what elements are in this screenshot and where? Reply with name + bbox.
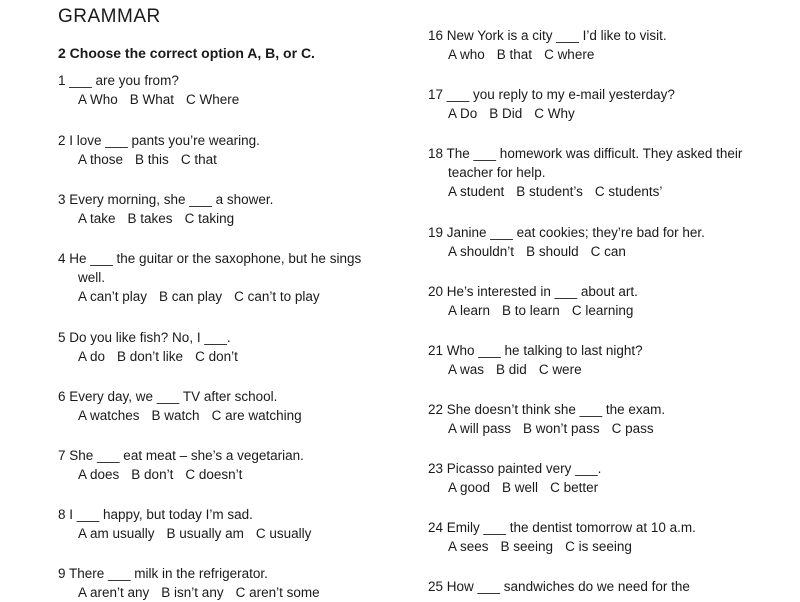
answer-options <box>58 90 388 109</box>
question-stem: 25 How ___ sandwiches do we need for the <box>428 579 690 594</box>
question-stem: 4 He ___ the guitar or the saxophone, but he sings well. <box>58 251 365 285</box>
option-b[interactable]: B isn’t any <box>161 585 224 600</box>
answer-options <box>428 242 758 261</box>
option-c[interactable]: C are watching <box>211 408 302 423</box>
question-2 <box>58 131 388 169</box>
question-stem: 22 She doesn’t think she ___ the exam. <box>428 402 666 417</box>
question-stem: 5 Do you like fish? No, I ___. <box>58 330 231 345</box>
question-9 <box>58 564 388 602</box>
question-stem: 23 Picasso painted very ___. <box>428 461 602 476</box>
option-a[interactable]: A sees <box>448 539 489 554</box>
option-a[interactable]: A student <box>448 184 505 199</box>
question-stem: 7 She ___ eat meat – she’s a vegetarian. <box>58 448 304 463</box>
question-22 <box>428 400 758 438</box>
option-a[interactable]: A watches <box>78 408 140 423</box>
option-b[interactable]: B don’t <box>131 467 174 482</box>
option-c[interactable]: C students’ <box>594 184 663 199</box>
option-a[interactable]: A aren’t any <box>78 585 150 600</box>
question-stem: 16 New York is a city ___ I’d like to visit. <box>428 28 667 43</box>
option-c[interactable]: C usually <box>255 526 312 541</box>
option-a[interactable]: A good <box>448 480 491 495</box>
option-c[interactable]: C Where <box>186 92 240 107</box>
question-25 <box>428 577 758 596</box>
answer-options <box>428 419 758 438</box>
option-a[interactable]: A am usually <box>78 526 155 541</box>
answer-options <box>428 182 758 201</box>
option-a[interactable]: A do <box>78 349 106 364</box>
option-b[interactable]: B that <box>496 47 533 62</box>
answer-options <box>428 45 758 64</box>
option-c[interactable]: C can’t to play <box>234 289 320 304</box>
answer-options <box>428 537 758 556</box>
answer-options <box>58 150 388 169</box>
option-b[interactable]: B to learn <box>502 303 560 318</box>
option-c[interactable]: C doesn’t <box>185 467 243 482</box>
option-b[interactable]: B student’s <box>516 184 583 199</box>
option-c[interactable]: C better <box>550 480 599 495</box>
question-stem: 24 Emily ___ the dentist tomorrow at 10 a.m. <box>428 520 696 535</box>
option-c[interactable]: C Why <box>534 106 575 121</box>
option-a[interactable]: A learn <box>448 303 491 318</box>
option-b[interactable]: B should <box>526 244 579 259</box>
question-17 <box>428 85 758 123</box>
option-c[interactable]: C where <box>544 47 595 62</box>
section-title: GRAMMAR <box>58 6 161 27</box>
question-stem: 2 I love ___ pants you’re wearing. <box>58 133 260 148</box>
question-18 <box>428 144 758 201</box>
option-a[interactable]: A shouldn’t <box>448 244 515 259</box>
question-16 <box>428 26 758 64</box>
question-stem: 6 Every day, we ___ TV after school. <box>58 389 278 404</box>
option-a[interactable]: A will pass <box>448 421 512 436</box>
exercise-instruction: 2 Choose the correct option A, B, or C. <box>58 45 315 61</box>
answer-options <box>58 406 388 425</box>
question-23 <box>428 459 758 497</box>
option-c[interactable]: C that <box>180 152 217 167</box>
option-b[interactable]: B don’t like <box>117 349 184 364</box>
option-c[interactable]: C aren’t some <box>235 585 320 600</box>
answer-options <box>58 524 388 543</box>
question-stem: 3 Every morning, she ___ a shower. <box>58 192 274 207</box>
answer-options <box>428 478 758 497</box>
question-stem: 9 There ___ milk in the refrigerator. <box>58 566 268 581</box>
option-b[interactable]: B won’t pass <box>523 421 600 436</box>
option-c[interactable]: C taking <box>184 211 235 226</box>
option-c[interactable]: C don’t <box>195 349 238 364</box>
answer-options <box>58 287 368 306</box>
option-a[interactable]: A who <box>448 47 485 62</box>
option-c[interactable]: C pass <box>611 421 654 436</box>
answer-options <box>58 583 388 602</box>
question-3 <box>58 190 388 228</box>
question-4 <box>58 249 368 306</box>
question-stem: 17 ___ you reply to my e-mail yesterday? <box>428 87 675 102</box>
answer-options <box>58 465 388 484</box>
question-stem: 18 The ___ homework was difficult. They asked their teacher for help. <box>428 146 747 180</box>
option-b[interactable]: B this <box>135 152 169 167</box>
option-b[interactable]: B did <box>496 362 527 377</box>
option-c[interactable]: C were <box>538 362 582 377</box>
question-24 <box>428 518 758 556</box>
question-5 <box>58 328 388 366</box>
answer-options <box>428 104 758 123</box>
question-21 <box>428 341 758 379</box>
option-b[interactable]: B well <box>502 480 539 495</box>
option-b[interactable]: B usually am <box>166 526 244 541</box>
question-1 <box>58 71 388 109</box>
option-a[interactable]: A does <box>78 467 120 482</box>
answer-options <box>58 209 388 228</box>
answer-options <box>428 301 758 320</box>
option-c[interactable]: C learning <box>571 303 634 318</box>
question-stem: 19 Janine ___ eat cookies; they’re bad for her. <box>428 225 705 240</box>
option-b[interactable]: B What <box>129 92 175 107</box>
answer-options <box>428 360 758 379</box>
question-stem: 1 ___ are you from? <box>58 73 179 88</box>
question-19 <box>428 223 758 261</box>
option-a[interactable]: A take <box>78 211 116 226</box>
option-b[interactable]: B seeing <box>500 539 554 554</box>
option-a[interactable]: A was <box>448 362 485 377</box>
option-a[interactable]: A can’t play <box>78 289 148 304</box>
question-7 <box>58 446 388 484</box>
question-8 <box>58 505 388 543</box>
option-b[interactable]: B Did <box>489 106 523 121</box>
option-a[interactable]: A Who <box>78 92 118 107</box>
option-c[interactable]: C can <box>590 244 626 259</box>
option-b[interactable]: B watch <box>151 408 200 423</box>
option-b[interactable]: B can play <box>159 289 223 304</box>
question-stem: 21 Who ___ he talking to last night? <box>428 343 643 358</box>
answer-options <box>58 347 388 366</box>
question-stem: 20 He’s interested in ___ about art. <box>428 284 638 299</box>
option-b[interactable]: B takes <box>127 211 173 226</box>
question-stem: 8 I ___ happy, but today I’m sad. <box>58 507 253 522</box>
question-6 <box>58 387 388 425</box>
question-20 <box>428 282 758 320</box>
option-a[interactable]: A Do <box>448 106 478 121</box>
option-a[interactable]: A those <box>78 152 124 167</box>
option-c[interactable]: C is seeing <box>565 539 632 554</box>
